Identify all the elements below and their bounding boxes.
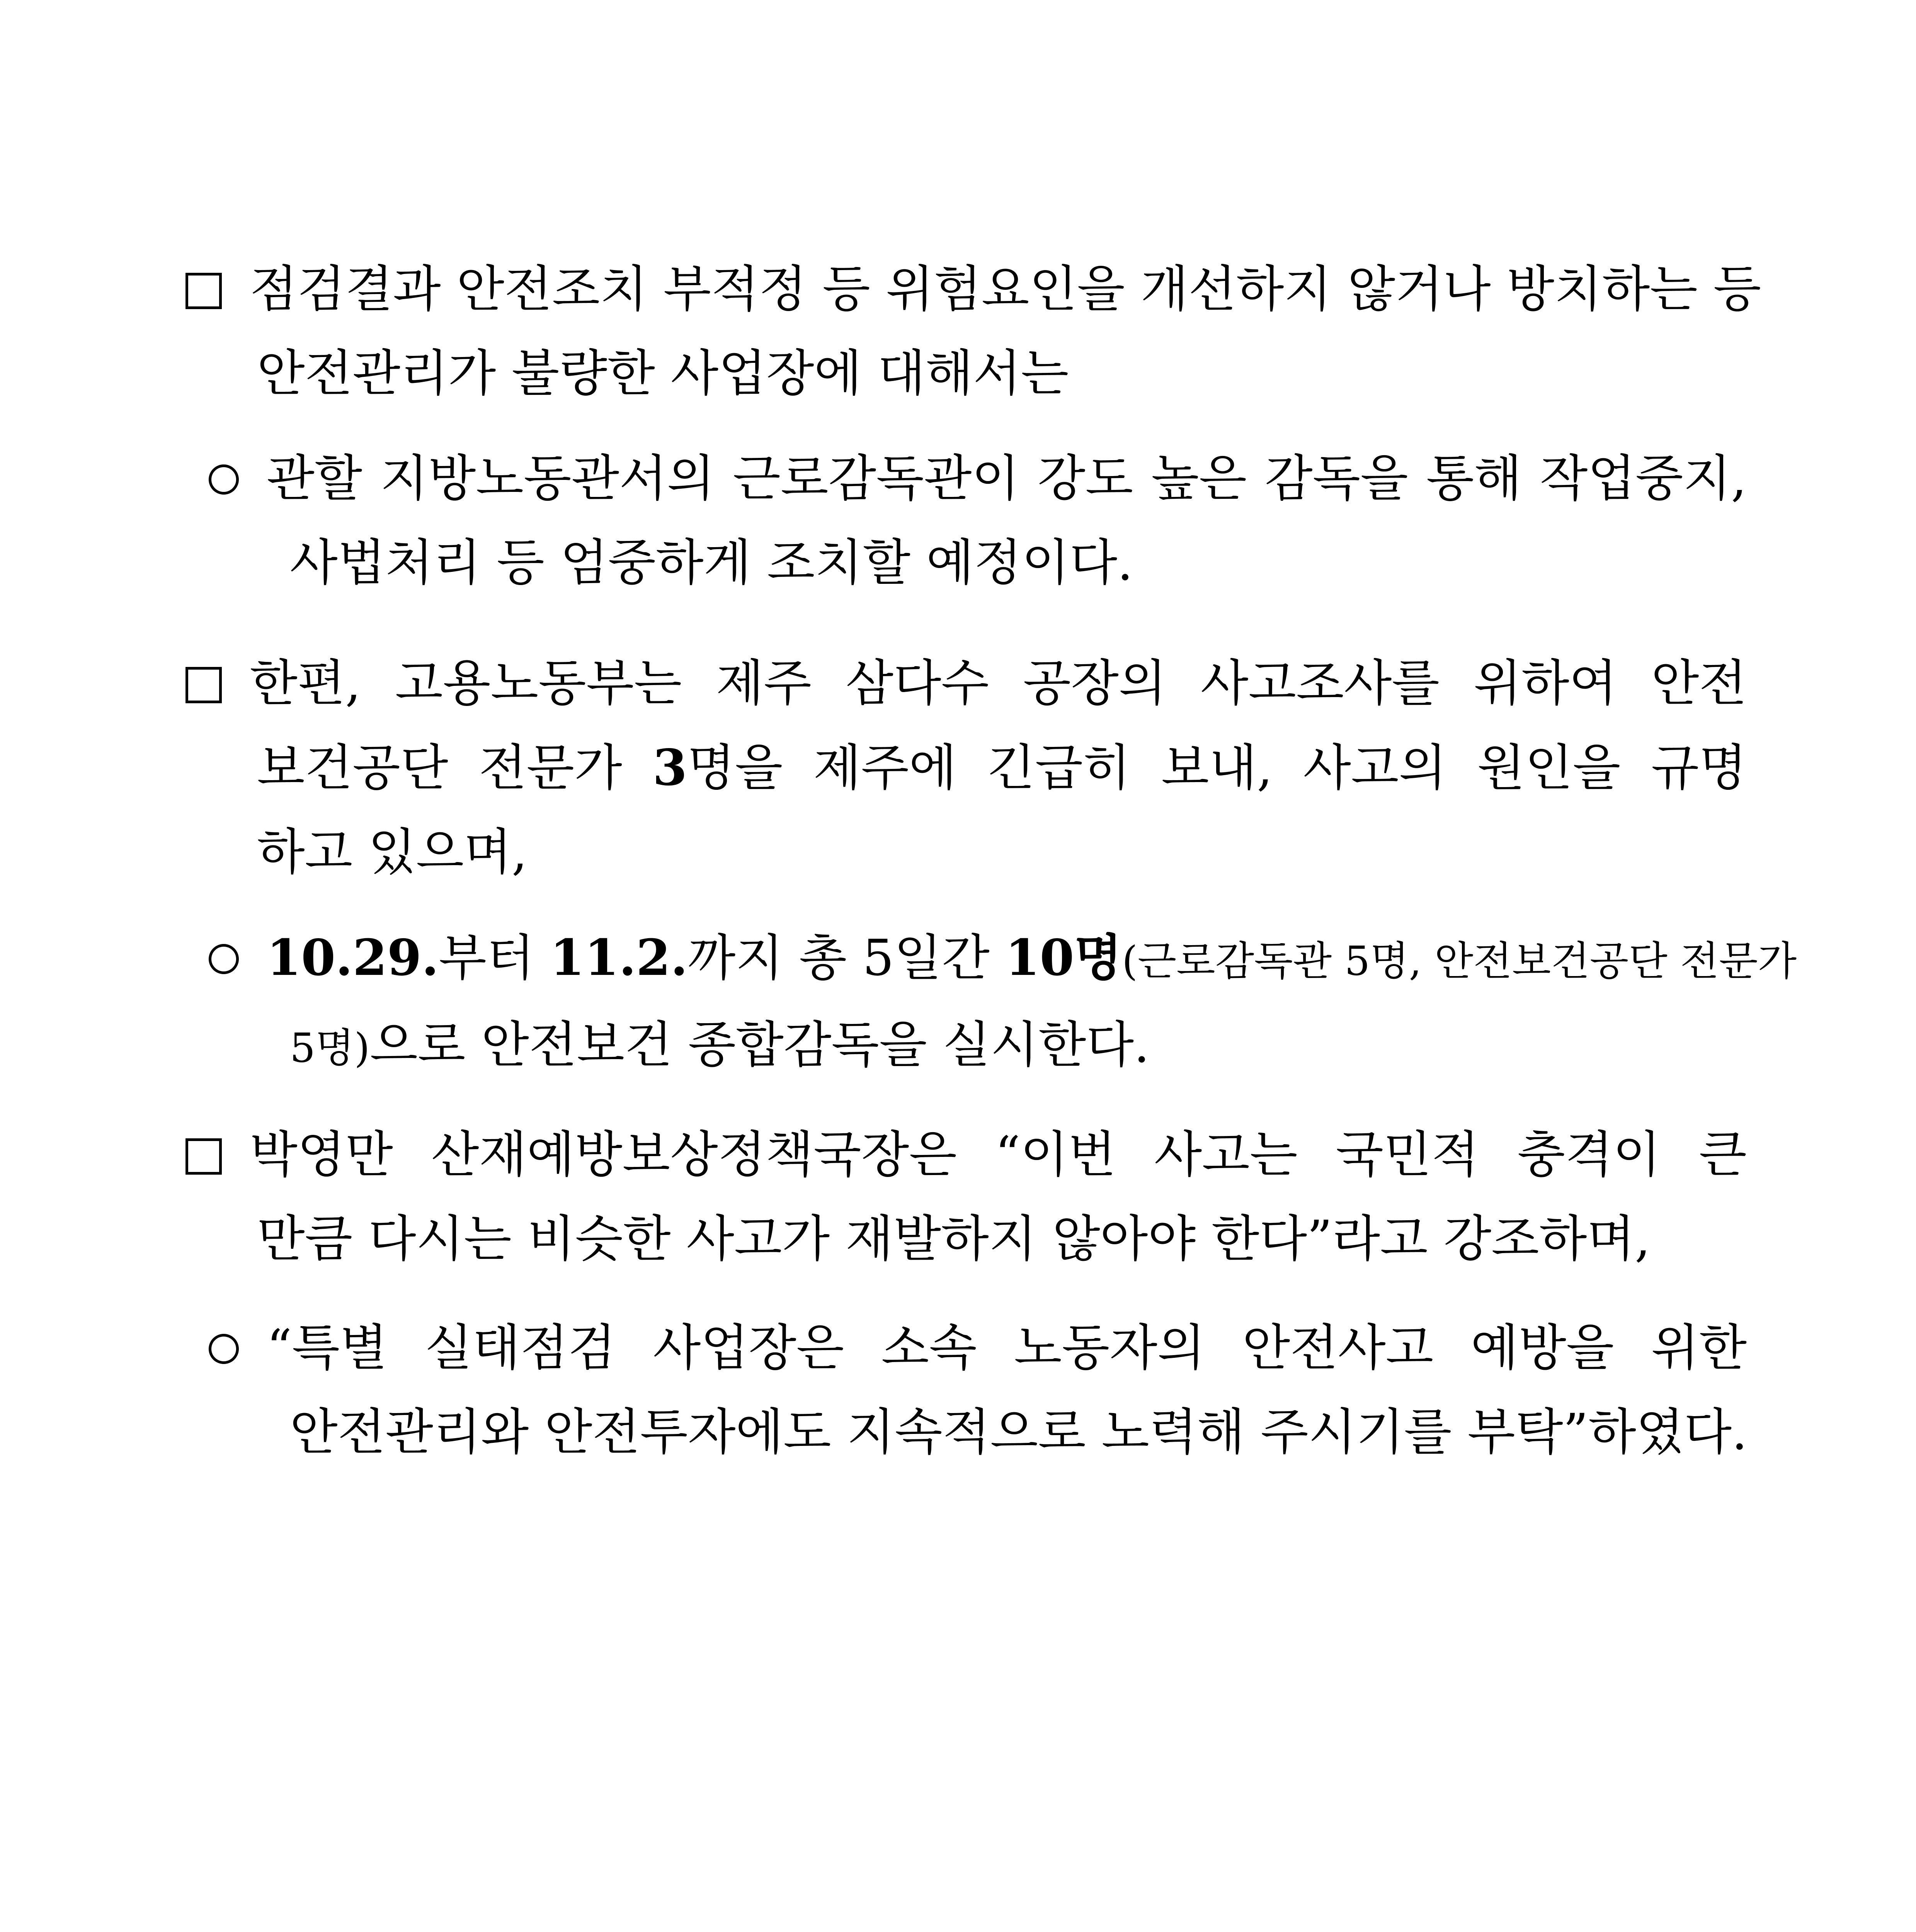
section-3-line-2: 만큼 다시는 비슷한 사고가 재발하지 않아야 한다”라고 강조하며, (257, 1210, 1651, 1268)
section-2-sub (209, 916, 1797, 1090)
section-1-sub-line-2: 사법처리 등 엄중하게 조치할 예정이다. (290, 534, 1133, 592)
expert-count: 3 (653, 739, 687, 797)
section-1-sub (209, 437, 1747, 605)
section-1-line-2: 안전관리가 불량한 사업장에 대해서는 (257, 345, 1069, 402)
end-date: 11.2. (550, 929, 688, 987)
circle-bullet-icon (209, 944, 239, 974)
section-2-line-3: 하고 있으며, (257, 823, 527, 881)
square-bullet-icon (185, 273, 222, 309)
section-2-line-2: 보건공단 전문가 3명을 제주에 긴급히 보내, 사고의 원인을 규명 (257, 739, 1747, 797)
inspector-count: 10 (1005, 929, 1074, 987)
section-3-sub-line-2: 안전관리와 안전투자에도 지속적으로 노력해 주시기를 부탁”하였다. (290, 1403, 1748, 1461)
section-1-sub-line-1: 관할 지방노동관서의 근로감독관이 강도 높은 감독을 통해 작업중지, (209, 437, 1747, 521)
section-2-sub-line-2: 5명)으로 안전보건 종합감독을 실시한다. (290, 1016, 1150, 1074)
section-3-sub-line-1: “특별 실태점검 사업장은 소속 노동자의 안전사고 예방을 위한 (209, 1306, 1747, 1390)
circle-bullet-icon (209, 1334, 239, 1364)
start-date: 10.29. (267, 929, 439, 987)
square-bullet-icon (185, 667, 222, 703)
section-2-line-1: 한편, 고용노동부는 제주 삼다수 공장의 사고조사를 위하여 안전 (185, 641, 1747, 726)
section-3-sub (209, 1306, 1747, 1475)
section-3-line-1: 박영만 산재예방보상정책국장은 “이번 사고는 국민적 충격이 큰 (185, 1113, 1747, 1197)
section-1-line-1: 점검결과 안전조치 부적정 등 위험요인을 개선하지 않거나 방치하는 등 (185, 247, 1747, 332)
square-bullet-icon (185, 1138, 222, 1175)
circle-bullet-icon (209, 464, 239, 495)
section-3 (185, 1113, 1747, 1281)
section-2 (185, 641, 1747, 895)
section-1 (185, 247, 1761, 416)
inspector-detail: (근로감독관 5명, 안전보건공단 전문가 (1122, 937, 1797, 985)
section-2-sub-line-1: 10.29.부터 11.2.까지 총 5일간 10명(근로감독관 5명, 안전보건공단 전문가 (209, 916, 1747, 1003)
